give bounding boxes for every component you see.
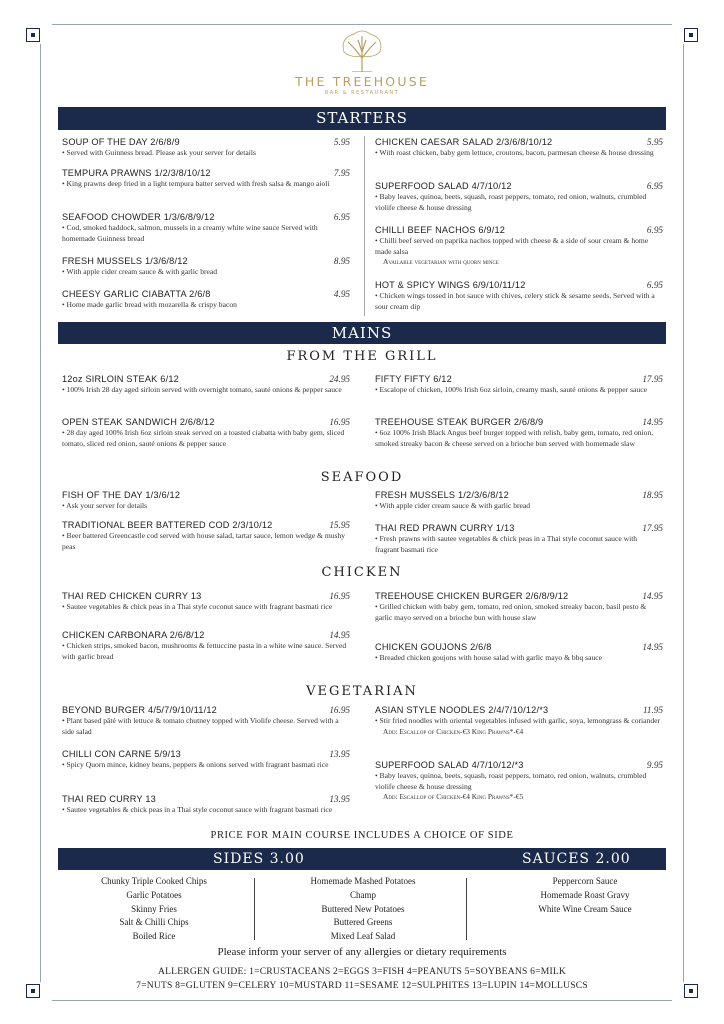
item-price: 6.95 <box>333 212 350 222</box>
item-description: • Spicy Quorn mince, kidney beans, peppers & onions served with fragrant basmati rice <box>62 760 329 769</box>
item-name: CHILLI CON CARNE 5/9/13 <box>62 749 181 759</box>
menu-item <box>62 417 350 449</box>
side-item: Boiled Rice <box>132 931 176 942</box>
sauce-item: Peppercorn Sauce <box>552 876 618 886</box>
item-description: • 6oz 100% Irish Black Angus beef burger topped with relish, baby gem, tomato, red onion, smoked streaky bacon & cheese served on a brioche bun served with homemade slaw <box>375 428 654 448</box>
menu-item <box>375 417 663 449</box>
menu-item <box>375 374 663 396</box>
starters-header <box>58 107 666 130</box>
item-price: 11.95 <box>643 705 663 715</box>
item-price: 16.95 <box>329 417 350 427</box>
sides-divider-1 <box>254 878 255 940</box>
item-addon: Add: Escallop of Chicken-€4 King Prawns*-€5 <box>383 792 524 802</box>
frame-right-line <box>683 44 684 982</box>
menu-item <box>375 280 663 312</box>
item-description: • 28 day aged 100% Irish 6oz sirloin steak served on a toasted ciabatta with baby gem, sliced tomato, sliced red onion, sauté onions & pepper sauce <box>62 428 345 448</box>
item-name: THAI RED PRAWN CURRY 1/13 <box>375 523 515 533</box>
item-name: SEAFOOD CHOWDER 1/3/6/8/9/12 <box>62 212 215 222</box>
item-price: 6.95 <box>646 280 663 290</box>
item-price: 6.95 <box>646 181 663 191</box>
item-price: 24.95 <box>329 374 350 384</box>
seafood-subheading: SEAFOOD <box>320 470 404 485</box>
allergen-line: 7=NUTS 8=GLUTEN 9=CELERY 10=MUSTARD 11=SESAME 12=SULPHITES 13=LUPIN 14=MOLLUSCS <box>136 979 588 991</box>
item-price: 14.95 <box>642 417 663 427</box>
mains-title: MAINS <box>331 324 393 342</box>
grill-subheading: FROM THE GRILL <box>286 349 438 364</box>
frame-left-line <box>40 44 41 982</box>
side-item: Salt & Chilli Chips <box>119 917 189 928</box>
item-price: 4.95 <box>333 289 350 299</box>
item-description: • Served with Guinness bread. Please ask your server for details <box>62 148 256 157</box>
item-description: • Chicken strips, smoked bacon, mushrooms & fettuccine pasta in a white wine sauce. Served with garlic bread <box>62 641 347 661</box>
item-price: 8.95 <box>333 256 350 266</box>
item-name: TRADITIONAL BEER BATTERED COD 2/3/10/12 <box>62 520 273 530</box>
item-description: • Baby leaves, quinoa, beets, squash, roast peppers, tomato, red onion, walnuts, crumbled violife cheese & house dressing <box>375 192 647 212</box>
item-price: 15.95 <box>329 520 350 530</box>
vegetarian-subheading: VEGETARIAN <box>306 684 418 699</box>
allergen-guide <box>0 965 724 992</box>
sauces-list <box>485 875 685 916</box>
item-price: 16.95 <box>329 705 350 715</box>
frame-top-line <box>52 24 672 25</box>
item-description: • King prawns deep fried in a light tempura batter served with fresh salsa & mango aioli <box>62 179 330 188</box>
item-name: CHICKEN GOUJONS 2/6/8 <box>375 642 492 652</box>
item-name: ASIAN STYLE NOODLES 2/4/7/10/12/*3 <box>375 705 549 715</box>
item-description: • With apple cider cream sauce & with garlic bread <box>375 501 531 510</box>
sides-list-2 <box>268 875 458 944</box>
item-description: • Stir fried noodles with oriental vegetables infused with garlic, soya, lemongrass & coriander <box>375 716 661 725</box>
item-name: THAI RED CURRY 13 <box>62 794 156 804</box>
menu-item <box>62 168 350 190</box>
menu-item <box>375 642 663 664</box>
item-name: SOUP OF THE DAY 2/6/8/9 <box>62 137 180 147</box>
side-item: Homemade Mashed Potatoes <box>310 876 416 886</box>
sides-title: SIDES 3.00 <box>213 851 305 867</box>
item-description: • Baby leaves, quinoa, beets, squash, roast peppers, tomato, red onion, walnuts, crumbled violife cheese & house dressing <box>375 771 647 791</box>
sides-list-1 <box>64 875 244 944</box>
item-description: • Plant based pâté with lettuce & tomato chutney topped with Violife cheese. Served with a side salad <box>62 716 339 736</box>
item-description: • Sautee vegetables & chick peas in a Thai style coconut sauce with fragrant basmati rice <box>62 602 333 611</box>
side-item: Buttered New Potatoes <box>321 903 405 914</box>
menu-item <box>62 591 350 613</box>
item-price: 5.95 <box>333 137 350 147</box>
chicken-subheading: CHICKEN <box>321 565 403 580</box>
mains-header <box>58 322 666 344</box>
menu-item <box>375 760 663 802</box>
item-name: HOT & SPICY WINGS 6/9/10/11/12 <box>375 280 526 290</box>
menu-item <box>375 137 663 159</box>
menu-item <box>62 490 350 512</box>
item-name: THAI RED CHICKEN CURRY 13 <box>62 591 202 601</box>
menu-item <box>375 225 663 267</box>
item-price: 17.95 <box>642 374 663 384</box>
item-name: BEYOND BURGER 4/5/7/9/10/11/12 <box>62 705 217 715</box>
item-name: 12oz SIRLOIN STEAK 6/12 <box>62 374 179 384</box>
sauce-item: White Wine Cream Sauce <box>538 903 632 914</box>
item-description: • 100% Irish 28 day aged sirloin served with overnight tomato, sauté onions & pepper sauce <box>62 385 342 394</box>
item-name: FISH OF THE DAY 1/3/6/12 <box>62 490 181 500</box>
side-item: Mixed Leaf Salad <box>330 931 396 942</box>
item-description: • Home made garlic bread with mozarella & crispy bacon <box>62 300 237 309</box>
main-course-note: PRICE FOR MAIN COURSE INCLUDES A CHOICE OF SIDE <box>210 830 514 841</box>
brand-tagline: BAR & RESTAURANT <box>324 90 400 96</box>
menu-item <box>375 705 663 737</box>
sides-divider-2 <box>466 878 467 940</box>
starters-column-divider <box>364 136 365 316</box>
menu-item <box>62 137 350 159</box>
item-description: • Fresh prawns with sautee vegetables & chick peas in a Thai style coconut sauce with fragrant basmati rice <box>375 534 638 554</box>
item-note: Available vegetarian with quorn mince <box>383 257 499 267</box>
item-name: CHICKEN CARBONARA 2/6/8/12 <box>62 630 205 640</box>
item-description: • Ask your server for details <box>62 501 148 510</box>
item-description: • Cod, smoked haddock, salmon, mussels in a creamy white wine sauce Served with homemade Guinness bread <box>62 223 318 243</box>
sides-sauces-header <box>58 848 666 870</box>
menu-item <box>62 749 350 771</box>
sauces-title: SAUCES 2.00 <box>522 851 631 867</box>
side-item: Champ <box>350 889 376 900</box>
menu-item <box>375 523 663 555</box>
item-name: SUPERFOOD SALAD 4/7/10/12 <box>375 181 512 191</box>
item-name: FRESH MUSSELS 1/3/6/8/12 <box>62 256 188 266</box>
item-price: 18.95 <box>642 490 663 500</box>
menu-item <box>375 181 663 213</box>
menu-item <box>62 256 350 278</box>
menu-item <box>62 289 350 311</box>
item-description: • With roast chicken, baby gem lettuce, croutons, bacon, parmesan cheese & house dressing <box>375 148 654 157</box>
menu-item <box>62 212 350 244</box>
item-name: CHILLI BEEF NACHOS 6/9/12 <box>375 225 506 235</box>
item-description: • Escalope of chicken, 100% Irish 6oz sirloin, creamy mash, sauté onions & pepper sauce <box>375 385 647 394</box>
starters-title: STARTERS <box>316 109 408 127</box>
brand-logo <box>0 28 724 96</box>
item-name: TREEHOUSE STEAK BURGER 2/6/8/9 <box>375 417 544 427</box>
item-description: • With apple cider cream sauce & with garlic bread <box>62 267 218 276</box>
menu-item <box>62 794 350 816</box>
item-name: CHICKEN CAESAR SALAD 2/3/6/8/10/12 <box>375 137 553 147</box>
item-description: • Chilli beef served on paprika nachos topped with cheese & a side of sour cream & home made salsa <box>375 236 649 256</box>
brand-name: THE TREEHOUSE <box>295 74 429 89</box>
item-description: • Chicken wings tossed in hot sauce with chives, celery stick & sesame seeds, Served with a sour cream dip <box>375 291 655 311</box>
item-addon: Add: Escallop of Chicken-€3 King Prawns*-€4 <box>383 726 524 736</box>
side-item: Chunky Triple Cooked Chips <box>101 876 207 886</box>
item-name: TEMPURA PRAWNS 1/2/3/8/10/12 <box>62 168 211 178</box>
item-price: 17.95 <box>642 523 663 533</box>
menu-item <box>375 490 663 512</box>
sauce-item: Homemade Roast Gravy <box>540 889 630 900</box>
side-item: Buttered Greens <box>333 917 393 928</box>
item-price: 14.95 <box>642 642 663 652</box>
allergen-line: ALLERGEN GUIDE: 1=CRUSTACEANS 2=EGGS 3=FISH 4=PEANUTS 5=SOYBEANS 6=MILK <box>157 966 567 977</box>
item-name: TREEHOUSE CHICKEN BURGER 2/6/8/9/12 <box>375 591 569 601</box>
side-item: Skinny Fries <box>131 903 177 914</box>
item-description: • Grilled chicken with baby gem, tomato, red onion, smoked streaky bacon, basil pesto & garlic mayo served on a brioche bun with house slaw <box>375 602 647 622</box>
item-price: 7.95 <box>333 168 350 178</box>
item-price: 5.95 <box>646 137 663 147</box>
item-name: OPEN STEAK SANDWICH 2/6/8/12 <box>62 417 215 427</box>
item-price: 6.95 <box>646 225 663 235</box>
menu-item <box>62 630 350 662</box>
item-price: 14.95 <box>642 591 663 601</box>
item-price: 14.95 <box>329 630 350 640</box>
item-price: 13.95 <box>329 794 350 804</box>
item-name: CHEESY GARLIC CIABATTA 2/6/8 <box>62 289 211 299</box>
item-name: SUPERFOOD SALAD 4/7/10/12/*3 <box>375 760 524 770</box>
menu-item <box>375 591 663 623</box>
item-name: FRESH MUSSELS 1/2/3/6/8/12 <box>375 490 509 500</box>
item-price: 13.95 <box>329 749 350 759</box>
item-description: • Breaded chicken goujons with house salad with garlic mayo & bbq sauce <box>375 653 603 662</box>
item-price: 16.95 <box>329 591 350 601</box>
item-description: • Sautee vegetables & chick peas in a Thai style coconut sauce with fragrant basmati rice <box>62 805 333 814</box>
item-name: FIFTY FIFTY 6/12 <box>375 374 452 384</box>
dietary-note: Please inform your server of any allergies or dietary requirements <box>217 946 507 958</box>
menu-item <box>62 374 350 396</box>
menu-item <box>62 520 350 552</box>
frame-bottom-line <box>52 1000 672 1001</box>
side-item: Garlic Potatoes <box>126 889 182 900</box>
item-description: • Beer battered Greencastle cod served with house salad, tartar sauce, lemon wedge & mushy peas <box>62 531 346 551</box>
item-price: 9.95 <box>646 760 663 770</box>
menu-item <box>62 705 350 737</box>
tree-icon <box>336 28 388 72</box>
